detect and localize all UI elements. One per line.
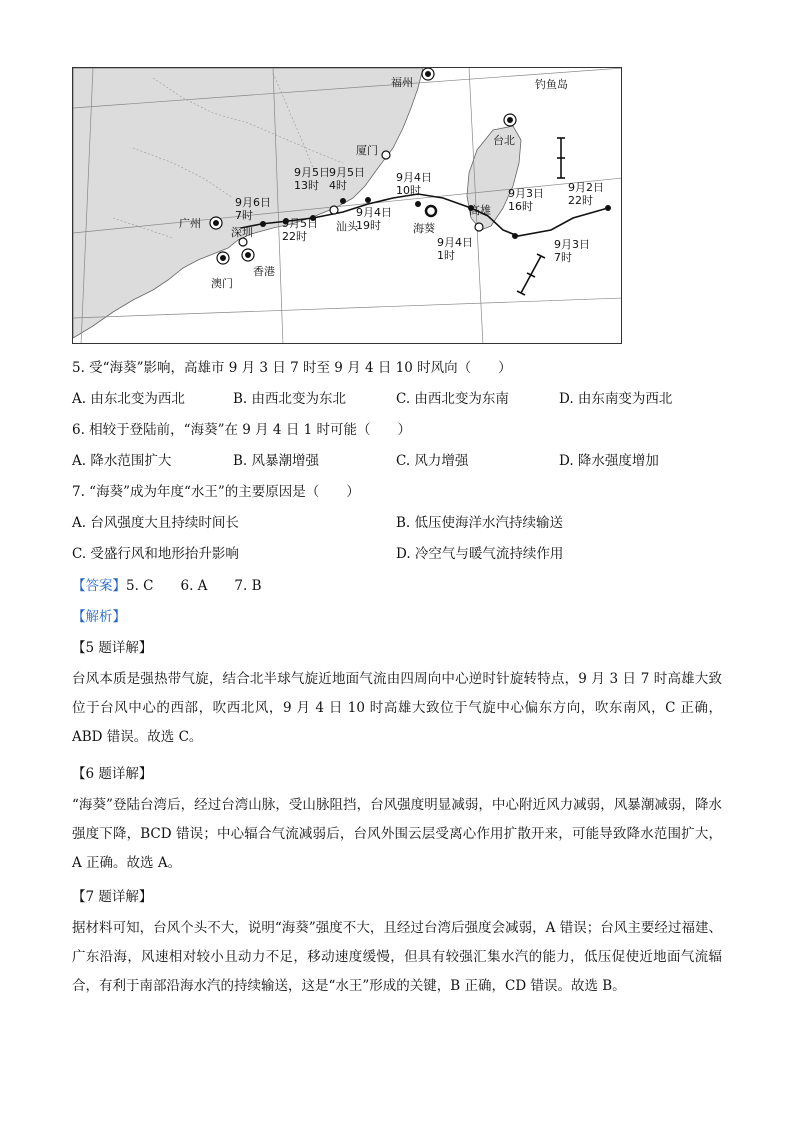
track-time-label — [282, 217, 318, 243]
label-diaoyu: 钓鱼岛 — [535, 78, 568, 91]
answer-text: 5. C 6. A 7. B — [126, 578, 262, 594]
track-time-line: 1时 — [437, 249, 455, 262]
track-time-label — [437, 236, 473, 262]
track-time-line: 9月3日 — [508, 187, 544, 200]
d7-text: 据材料可知，台风个头不大，说明“海葵”强度不大，且经过台湾后强度会减弱，A 错误；台风主要经过福建、广东沿海，风速相对较小且动力不足，移动速度缓慢，但具有较强汇集水汽的能力，低压促使近地面气流辐合，有利于南部沿海水汽的持续输送，这是“水王”形成的关键，B 正确，CD 错误。故选 B。 — [72, 920, 722, 994]
label-shenzhen: 深圳 — [231, 226, 253, 239]
track-time-line: 9月6日 — [235, 196, 271, 209]
label-shantou: 汕头 — [336, 220, 358, 233]
track-point — [605, 205, 611, 211]
q6-stem: 6. 相较于登陆前，“海葵”在 9 月 4 日 1 时可能（ ） — [72, 422, 411, 438]
q7-stem: 7. “海葵”成为年度“水王”的主要原因是（ ） — [72, 484, 360, 500]
track-time-label — [356, 206, 392, 232]
scale-bar-north — [557, 138, 565, 178]
track-point — [260, 221, 266, 227]
label-fuzhou: 福州 — [391, 76, 413, 89]
track-time-line: 7时 — [235, 209, 253, 222]
d6-label: 【6 题详解】 — [72, 766, 153, 782]
q7-option-b: B. 低压使海洋水汽持续输送 — [396, 515, 564, 531]
q5-option-d: D. 由东南变为西北 — [559, 391, 673, 407]
track-time-line: 19时 — [356, 219, 381, 232]
q5-stem: 5. 受“海葵”影响，高雄市 9 月 3 日 7 时至 9 月 4 日 10 时风向（ ） — [72, 360, 512, 376]
scale-bar-south — [517, 254, 545, 295]
track-time-label — [568, 181, 604, 207]
typhoon-track-map — [72, 67, 622, 344]
track-time-line: 9月5日 — [329, 166, 365, 179]
d5-label: 【5 题详解】 — [72, 640, 153, 656]
label-taibei: 台北 — [493, 134, 515, 147]
label-haikui: 海葵 — [413, 222, 435, 235]
typhoon-symbol — [426, 206, 436, 216]
q6-option-a: A. 降水范围扩大 — [72, 453, 172, 469]
track-time-line: 9月2日 — [568, 181, 604, 194]
track-time-label — [396, 171, 432, 197]
track-point — [415, 201, 421, 207]
track-time-line: 9月4日 — [437, 236, 473, 249]
label-aomen: 澳门 — [211, 277, 233, 290]
track-time-line: 7时 — [554, 251, 572, 264]
track-time-line: 22时 — [282, 230, 307, 243]
d7-label: 【7 题详解】 — [72, 889, 153, 905]
track-time-line: 13时 — [294, 179, 319, 192]
label-gaoxiong: 高雄 — [469, 204, 491, 217]
track-time-line: 16时 — [508, 200, 533, 213]
track-time-label — [554, 238, 590, 264]
q5-option-c: C. 由西北变为东南 — [396, 391, 509, 407]
answer-line — [72, 577, 262, 595]
d6-text: “海葵”登陆台湾后，经过台湾山脉，受山脉阻挡，台风强度明显减弱，中心附近风力减弱，风暴潮减弱，降水强度下降，BCD 错误；中心辐合气流减弱后，台风外围云层受离心作用扩散开来，可能导致降水范围扩大，A 正确。故选 A。 — [72, 797, 722, 871]
q6-option-c: C. 风力增强 — [396, 453, 469, 469]
label-guangzhou: 广州 — [179, 217, 201, 230]
d5-text: 台风本质是强热带气旋，结合北半球气旋近地面气流由四周向中心逆时针旋转特点，9 月 3 日 7 时高雄大致位于台风中心的西部，吹西北风，9 月 4 日 10 时高雄大致位于气旋中心偏东方向，吹东南风，C 正确，ABD 错误。故选 C。 — [72, 671, 722, 745]
track-time-line: 9月4日 — [356, 206, 392, 219]
q7-option-d: D. 冷空气与暖气流持续作用 — [396, 546, 564, 562]
track-time-line: 10时 — [396, 184, 421, 197]
track-time-line: 4时 — [329, 179, 347, 192]
track-time-line: 9月4日 — [396, 171, 432, 184]
q7-option-c: C. 受盛行风和地形抬升影响 — [72, 546, 239, 562]
label-xianggang: 香港 — [253, 265, 275, 278]
track-time-line: 9月5日 — [294, 166, 330, 179]
q5-option-b: B. 由西北变为东北 — [233, 391, 347, 407]
track-point — [512, 233, 518, 239]
track-time-line: 9月3日 — [554, 238, 590, 251]
track-point — [365, 197, 371, 203]
q5-option-a: A. 由东北变为西北 — [72, 391, 185, 407]
q7-option-a: A. 台风强度大且持续时间长 — [72, 515, 239, 531]
q6-option-d: D. 降水强度增加 — [559, 453, 659, 469]
answer-label: 【答案】 — [72, 578, 126, 594]
label-xiamen: 厦门 — [356, 144, 378, 157]
analysis-label: 【解析】 — [72, 609, 126, 625]
track-time-line: 9月5日 — [282, 217, 318, 230]
track-point — [340, 198, 346, 204]
track-time-label — [508, 187, 544, 213]
q6-option-b: B. 风暴潮增强 — [233, 453, 320, 469]
track-time-line: 22时 — [568, 194, 593, 207]
